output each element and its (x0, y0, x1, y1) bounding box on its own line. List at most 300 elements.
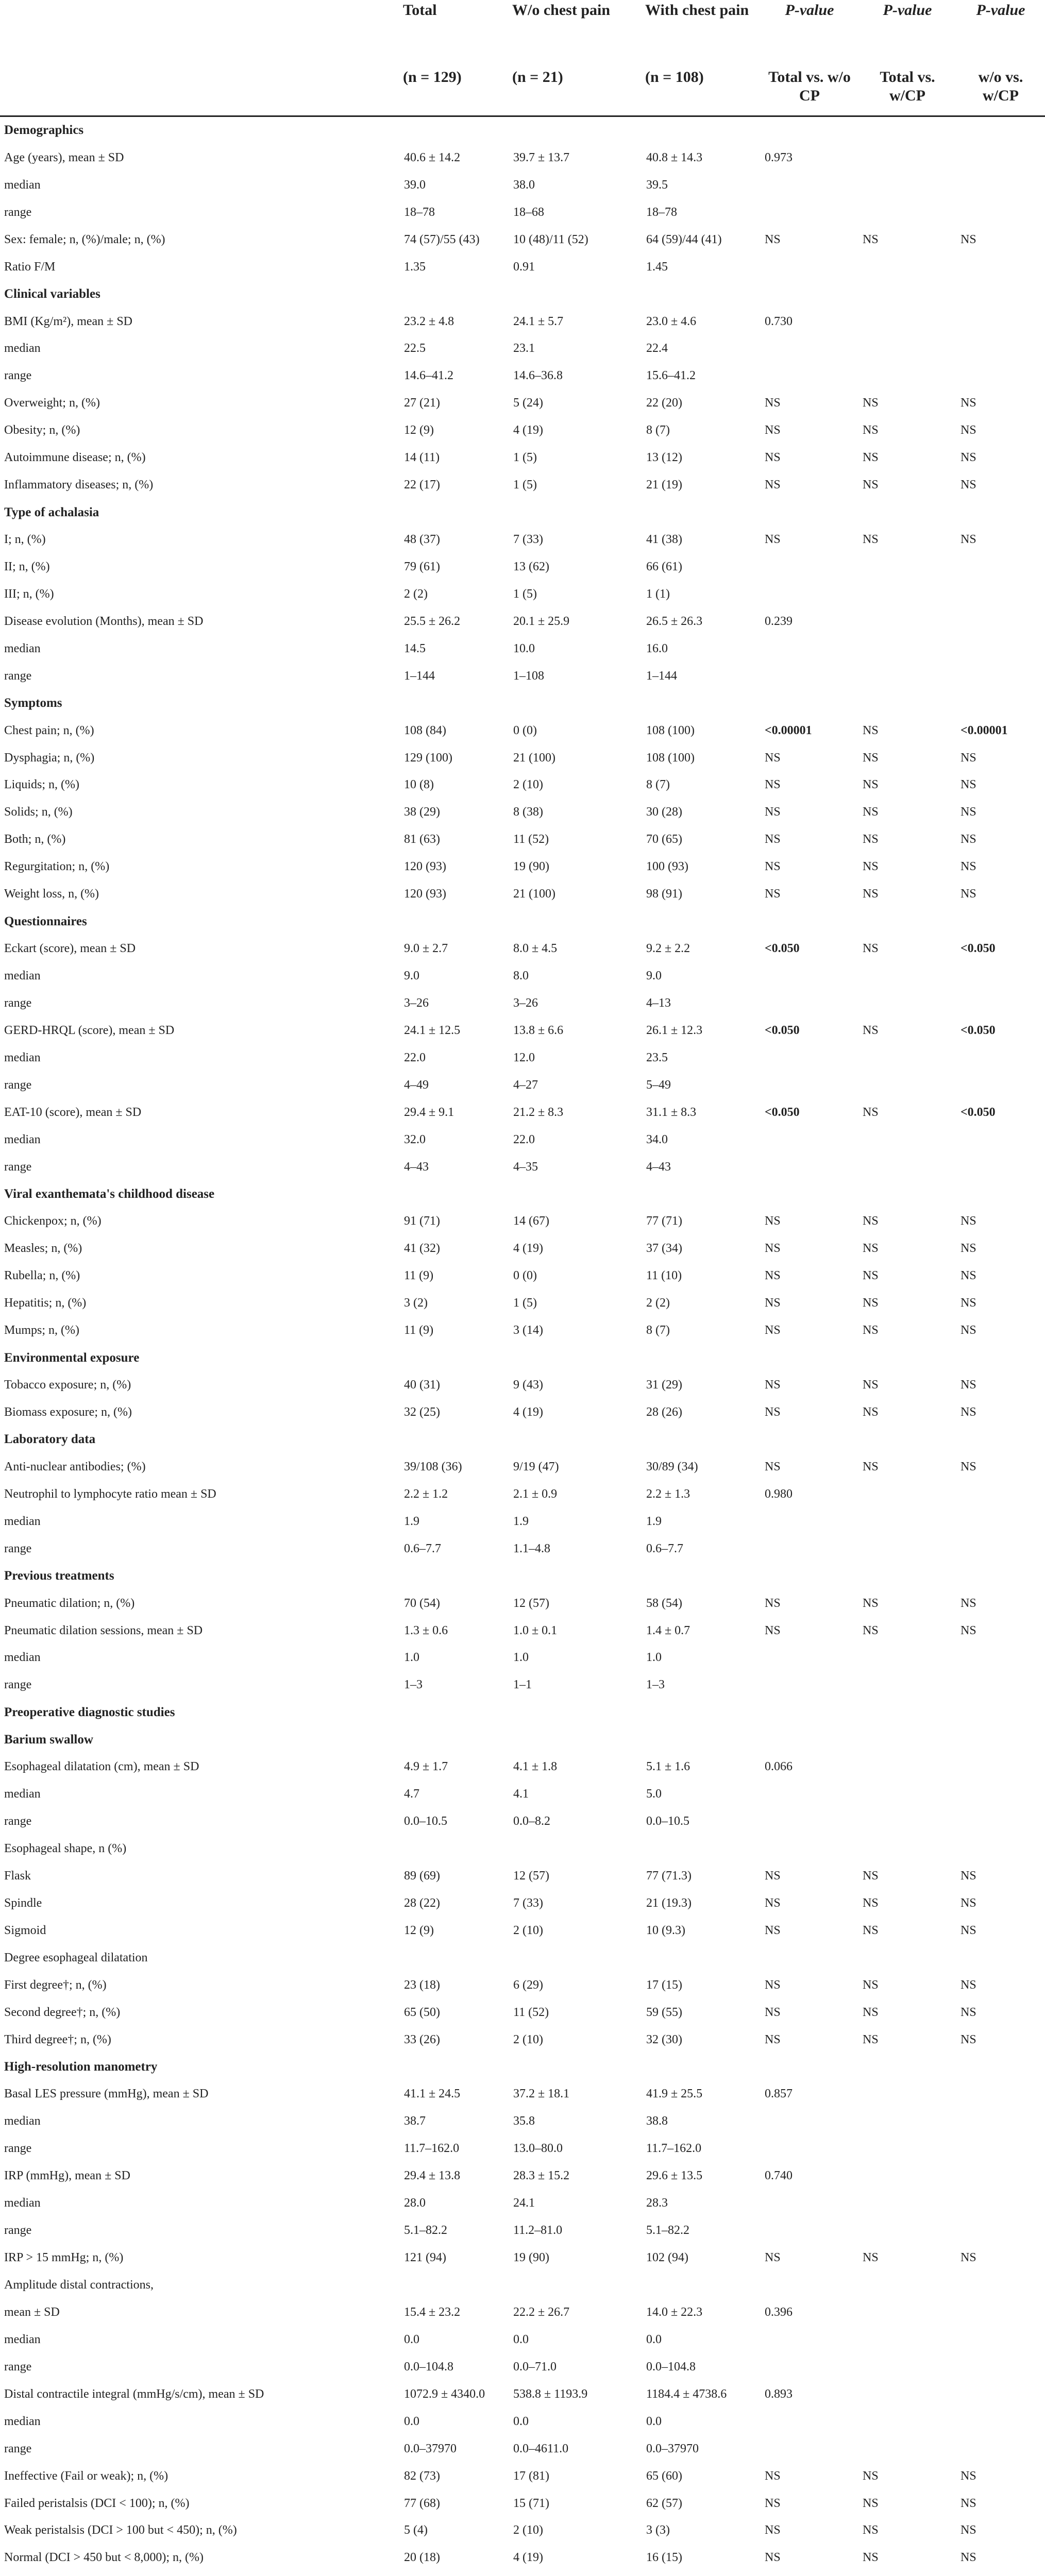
total-cell: 121 (94) (404, 2251, 446, 2265)
total-cell: 2.2 ± 1.2 (404, 1487, 448, 1501)
total-cell: 120 (93) (404, 887, 446, 901)
table-row (0, 2108, 1045, 2135)
pvalue-total-vs-wo-cell (761, 1835, 858, 1862)
table-row (0, 1290, 1045, 1317)
with-cp-cell: 5.1 ± 1.6 (646, 1760, 690, 1774)
pvalue-wo-vs-w-cell: NS (960, 1405, 976, 1419)
pvalue-wo-vs-w-cell: <0.050 (960, 942, 996, 956)
table-row (0, 935, 1045, 962)
with-cp-cell: 21 (19) (646, 478, 682, 492)
pvalue-total-vs-wo-cell (761, 1781, 858, 1808)
variable-cell: range (4, 2442, 32, 2455)
pvalue-total-vs-wo-cell (761, 199, 858, 226)
pvalue-total-vs-wo-cell: NS (765, 2523, 781, 2537)
pvalue-wo-vs-w-cell (956, 635, 1045, 663)
without-cp-cell: 7 (33) (513, 1896, 543, 1910)
pvalue-wo-vs-w-cell (956, 2408, 1045, 2435)
pvalue-wo-vs-w-cell: NS (960, 2005, 976, 2019)
with-cp-cell: 26.5 ± 26.3 (646, 614, 703, 628)
pvalue-total-vs-w-cell (858, 2108, 956, 2135)
variable-cell: Chickenpox; n, (%) (4, 1214, 102, 1228)
variable-cell: Mumps; n, (%) (4, 1324, 79, 1337)
table-row (0, 553, 1045, 581)
with-cp-cell: 1.45 (646, 260, 668, 274)
table-row (0, 226, 1045, 253)
total-cell: 38.7 (404, 2114, 426, 2128)
pvalue-total-vs-w-cell: NS (863, 1405, 879, 1419)
pvalue-total-vs-w-cell (858, 2190, 956, 2217)
without-cp-cell: 28.3 ± 15.2 (513, 2169, 570, 2183)
with-cp-cell: 10 (9.3) (646, 1923, 685, 1937)
table-row (0, 2299, 1045, 2326)
variable-cell: median (4, 2332, 41, 2346)
table-row (0, 335, 1045, 363)
without-cp-cell: 17 (81) (513, 2469, 549, 2483)
pvalue-wo-vs-w-cell (956, 2571, 1045, 2576)
pvalue-total-vs-wo-cell: NS (765, 1324, 781, 1337)
variable-cell: Sex: female; n, (%)/male; n, (%) (4, 232, 165, 246)
with-cp-cell: 1.9 (646, 1514, 662, 1528)
total-cell (400, 2571, 509, 2576)
header-row-labels (0, 0, 1045, 63)
variable-cell: Overweight; n, (%) (4, 396, 100, 410)
total-cell: 32.0 (404, 1132, 426, 1146)
table-header (0, 0, 1045, 116)
table-row (0, 880, 1045, 908)
total-cell: 0.0 (404, 2414, 419, 2428)
total-cell: 82 (73) (404, 2469, 440, 2483)
total-cell: 15.4 ± 23.2 (404, 2305, 461, 2319)
table-row (0, 772, 1045, 799)
without-cp-cell: 21.2 ± 8.3 (513, 1105, 564, 1119)
pvalue-wo-vs-w-cell (956, 990, 1045, 1017)
pvalue-wo-vs-w-cell (956, 1835, 1045, 1862)
with-cp-cell: 100 (93) (646, 860, 688, 874)
total-cell: 0.0–10.5 (404, 1815, 447, 1828)
variable-cell: median (4, 1514, 41, 1528)
pvalue-total-vs-wo-cell: <0.050 (765, 1105, 800, 1119)
pvalue-total-vs-w-cell: NS (863, 751, 879, 765)
pvalue-total-vs-wo-cell (761, 1535, 858, 1563)
total-cell: 3 (2) (404, 1296, 428, 1310)
section-header-row (0, 1181, 1045, 1208)
pvalue-total-vs-wo-cell: 0.740 (765, 2169, 793, 2183)
table-row (0, 526, 1045, 553)
pvalue-wo-vs-w-cell: NS (960, 1214, 976, 1228)
pvalue-wo-vs-w-cell (956, 962, 1045, 990)
without-cp-cell: 12.0 (513, 1050, 535, 1064)
pvalue-total-vs-wo-cell: NS (765, 396, 781, 410)
pvalue-total-vs-w-cell: NS (863, 1214, 879, 1228)
table-row (0, 1235, 1045, 1262)
pvalue-wo-vs-w-cell: NS (960, 805, 976, 819)
pvalue-total-vs-wo-cell (761, 2326, 858, 2353)
variable-cell: II; n, (%) (4, 560, 50, 573)
without-cp-cell: 14.6–36.8 (513, 369, 563, 383)
table-row (0, 2081, 1045, 2108)
without-cp-cell: 4 (19) (513, 1405, 543, 1419)
pvalue-wo-vs-w-cell (956, 2381, 1045, 2408)
pvalue-total-vs-wo-cell (761, 962, 858, 990)
table-row (0, 362, 1045, 389)
with-cp-cell: 8 (7) (646, 778, 670, 792)
pvalue-total-vs-w-cell (858, 663, 956, 690)
without-cp-cell: 11.2–81.0 (513, 2224, 563, 2238)
with-cp-cell: 108 (100) (646, 723, 695, 737)
table-row (0, 144, 1045, 172)
with-cp-cell: 17 (15) (646, 1978, 682, 1992)
variable-cell: median (4, 969, 41, 983)
total-cell: 77 (68) (404, 2496, 440, 2510)
table-row (0, 1590, 1045, 1617)
pvalue-wo-vs-w-cell (956, 2162, 1045, 2190)
variable-cell: median (4, 2114, 41, 2128)
variable-cell: Flask (4, 1869, 31, 1883)
variable-cell: Solids; n, (%) (4, 805, 73, 819)
without-cp-cell: 4.1 ± 1.8 (513, 1760, 558, 1774)
without-cp-cell: 12 (57) (513, 1596, 549, 1610)
pvalue-total-vs-w-cell: NS (863, 833, 879, 846)
without-cp-cell: 1.0 ± 0.1 (513, 1623, 558, 1637)
without-cp-cell: 13 (62) (513, 560, 549, 573)
variable-cell: Pneumatic dilation sessions, mean ± SD (4, 1623, 203, 1637)
with-cp-cell: 4–43 (646, 1160, 671, 1174)
pvalue-wo-vs-w-cell (956, 1808, 1045, 1835)
variable-cell: Ratio F/M (4, 260, 56, 274)
pvalue-total-vs-wo-cell: NS (765, 1460, 781, 1473)
section-header-row (0, 1699, 1045, 1726)
pvalue-total-vs-wo-cell: 0.893 (765, 2387, 793, 2401)
variable-cell: Basal LES pressure (mmHg), mean ± SD (4, 2087, 209, 2101)
variable-cell: Both; n, (%) (4, 833, 66, 846)
total-cell: 14.6–41.2 (404, 369, 453, 383)
pvalue-total-vs-w-cell: NS (863, 1623, 879, 1637)
pvalue-wo-vs-w-cell (956, 1126, 1045, 1154)
without-cp-cell: 4 (19) (513, 2551, 543, 2565)
variable-cell: Failed peristalsis (DCI < 100); n, (%) (4, 2496, 190, 2510)
table-row (0, 2026, 1045, 2054)
table-row (0, 1835, 1045, 1862)
pvalue-wo-vs-w-cell: NS (960, 1978, 976, 1992)
pvalue-total-vs-wo-cell (761, 635, 858, 663)
variable-cell: Rubella; n, (%) (4, 1269, 80, 1283)
pvalue-total-vs-w-cell: NS (863, 1324, 879, 1337)
pvalue-wo-vs-w-cell: NS (960, 778, 976, 792)
without-cp-cell: 4–27 (513, 1078, 538, 1092)
pvalue-total-vs-w-cell (858, 335, 956, 363)
pvalue-total-vs-wo-cell: NS (765, 1596, 781, 1610)
with-cp-cell: 23.0 ± 4.6 (646, 314, 697, 328)
pvalue-wo-vs-w-cell: NS (960, 1242, 976, 1256)
table-row (0, 2162, 1045, 2190)
without-cp-cell: 38.0 (513, 178, 535, 192)
table-body (0, 116, 1045, 2576)
total-cell: 10 (8) (404, 778, 434, 792)
with-cp-cell: 0.0–37970 (646, 2442, 699, 2455)
variable-cell: range (4, 1078, 32, 1092)
section-title: Previous treatments (4, 1569, 114, 1583)
table-row (0, 1072, 1045, 1099)
without-cp-cell: 9/19 (47) (513, 1460, 559, 1473)
without-cp-cell: 0 (0) (513, 1269, 537, 1283)
without-cp-cell: 0.0–8.2 (513, 1815, 550, 1828)
pvalue-total-vs-wo-cell (761, 335, 858, 363)
table-row (0, 1208, 1045, 1235)
pvalue-total-vs-w-cell: NS (863, 887, 879, 901)
without-cp-cell: 0.91 (513, 260, 535, 274)
variable-cell: range (4, 1815, 32, 1828)
variable-cell: IRP (mmHg), mean ± SD (4, 2169, 130, 2183)
pvalue-total-vs-wo-cell: 0.730 (765, 314, 793, 328)
variable-cell: range (4, 1678, 32, 1692)
table-row (0, 1617, 1045, 1645)
pvalue-wo-vs-w-cell (956, 1781, 1045, 1808)
variable-cell: Amplitude distal contractions, (4, 2278, 154, 2292)
with-cp-cell: 22 (20) (646, 396, 682, 410)
with-cp-cell: 22.4 (646, 342, 668, 355)
total-cell: 91 (71) (404, 1214, 440, 1228)
table-row (0, 1017, 1045, 1044)
pvalue-wo-vs-w-cell (956, 335, 1045, 363)
without-cp-cell: 0.0 (513, 2414, 529, 2428)
pvalue-total-vs-wo-cell: <0.00001 (765, 723, 812, 737)
section-title: Symptoms (4, 696, 62, 710)
with-cp-cell: 1.0 (646, 1651, 662, 1665)
with-cp-cell: 32 (30) (646, 2032, 682, 2046)
section-header-row (0, 690, 1045, 717)
pvalue-wo-vs-w-cell: NS (960, 2496, 976, 2510)
pvalue-total-vs-w-cell: NS (863, 1378, 879, 1392)
table-row (0, 2217, 1045, 2244)
pvalue-total-vs-wo-cell (761, 1671, 858, 1699)
with-cp-cell: 4–13 (646, 996, 671, 1010)
variable-cell: Weight loss, n, (%) (4, 887, 99, 901)
total-cell (400, 1835, 509, 1862)
pvalue-total-vs-w-cell: NS (863, 2496, 879, 2510)
table-row (0, 1154, 1045, 1181)
variable-cell: Esophageal shape, n (%) (4, 1842, 127, 1856)
without-cp-cell: 8.0 ± 4.5 (513, 942, 558, 956)
pvalue-total-vs-wo-cell (761, 2217, 858, 2244)
with-cp-cell: 11 (10) (646, 1269, 682, 1283)
with-cp-cell: 2.2 ± 1.3 (646, 1487, 690, 1501)
pvalue-total-vs-w-cell (858, 2135, 956, 2162)
total-cell: 4–43 (404, 1160, 429, 1174)
pvalue-wo-vs-w-cell (956, 308, 1045, 335)
variable-cell: Age (years), mean ± SD (4, 150, 124, 164)
table-row (0, 1808, 1045, 1835)
without-cp-cell: 5 (24) (513, 396, 543, 410)
total-cell: 9.0 (404, 969, 419, 983)
total-cell: 18–78 (404, 205, 435, 219)
pvalue-wo-vs-w-cell (956, 2217, 1045, 2244)
total-cell: 4.7 (404, 1787, 419, 1801)
variable-cell: range (4, 1541, 32, 1555)
table-row (0, 1399, 1045, 1426)
with-cp-cell: 8 (7) (646, 423, 670, 437)
pvalue-total-vs-w-cell: NS (863, 723, 879, 737)
without-cp-cell: 13.0–80.0 (513, 2142, 563, 2156)
with-cp-cell: 30 (28) (646, 805, 682, 819)
pvalue-total-vs-w-cell (858, 2435, 956, 2463)
table-row (0, 1535, 1045, 1563)
variable-cell: mean ± SD (4, 2305, 60, 2319)
total-cell: 40.6 ± 14.2 (404, 150, 461, 164)
table-row (0, 2244, 1045, 2272)
pvalue-total-vs-w-cell: NS (863, 1242, 879, 1256)
pvalue-total-vs-w-cell: NS (863, 1296, 879, 1310)
header-pvalue-3: P-value (976, 2, 1025, 19)
pvalue-wo-vs-w-cell: <0.00001 (960, 723, 1008, 737)
without-cp-cell: 13.8 ± 6.6 (513, 1023, 564, 1037)
variable-cell: Liquids; n, (%) (4, 778, 79, 792)
section-title: Clinical variables (4, 287, 100, 301)
without-cp-cell: 0.0–4611.0 (513, 2442, 569, 2455)
pvalue-total-vs-w-cell (858, 1126, 956, 1154)
total-cell: 14.5 (404, 641, 426, 655)
pvalue-wo-vs-w-cell (956, 663, 1045, 690)
pvalue-total-vs-w-cell (858, 990, 956, 1017)
subsection-header-row (0, 1726, 1045, 1753)
pvalue-total-vs-w-cell: NS (863, 860, 879, 874)
total-cell: 2 (2) (404, 587, 428, 601)
total-cell: 14 (11) (404, 451, 440, 465)
total-cell: 5.1–82.2 (404, 2224, 447, 2238)
total-cell: 1072.9 ± 4340.0 (404, 2387, 485, 2401)
pvalue-total-vs-w-cell: NS (863, 2005, 879, 2019)
total-cell: 120 (93) (404, 860, 446, 874)
pvalue-wo-vs-w-cell: NS (960, 2469, 976, 2483)
without-cp-cell (509, 1944, 642, 1972)
with-cp-cell: 37 (34) (646, 1242, 682, 1256)
pvalue-wo-vs-w-cell (956, 1753, 1045, 1781)
pvalue-total-vs-wo-cell (761, 1645, 858, 1672)
pvalue-total-vs-w-cell: NS (863, 2251, 879, 2265)
pvalue-wo-vs-w-cell: NS (960, 860, 976, 874)
header-pvalue-2: P-value (883, 2, 932, 19)
with-cp-cell (642, 2272, 761, 2299)
pvalue-total-vs-wo-cell: 0.239 (765, 614, 793, 628)
total-cell: 12 (9) (404, 1923, 434, 1937)
section-header-row (0, 908, 1045, 935)
pvalue-total-vs-wo-cell: NS (765, 1896, 781, 1910)
pvalue-total-vs-wo-cell (761, 1126, 858, 1154)
table-row (0, 308, 1045, 335)
pvalue-wo-vs-w-cell: <0.050 (960, 1023, 996, 1037)
pvalue-total-vs-w-cell: NS (863, 1023, 879, 1037)
variable-cell: range (4, 205, 32, 219)
pvalue-wo-vs-w-cell: NS (960, 232, 976, 246)
pvalue-total-vs-wo-cell: 0.396 (765, 2305, 793, 2319)
pvalue-total-vs-wo-cell (761, 1808, 858, 1835)
pvalue-total-vs-wo-cell (761, 2190, 858, 2217)
table-row (0, 1481, 1045, 1508)
pvalue-total-vs-wo-cell: NS (765, 451, 781, 465)
pvalue-total-vs-wo-cell (761, 253, 858, 281)
table-row (0, 253, 1045, 281)
pvalue-total-vs-wo-cell (761, 1508, 858, 1535)
without-cp-cell: 2 (10) (513, 1923, 543, 1937)
section-header-row (0, 281, 1045, 308)
with-cp-cell: 34.0 (646, 1132, 668, 1146)
pvalue-wo-vs-w-cell (956, 362, 1045, 389)
pvalue-total-vs-w-cell (858, 1044, 956, 1072)
header-compare-wo-vs-w: w/o vs. w/CP (956, 63, 1045, 116)
pvalue-total-vs-w-cell (858, 144, 956, 172)
table-row (0, 2353, 1045, 2381)
with-cp-cell: 1184.4 ± 4738.6 (646, 2387, 727, 2401)
section-header-row (0, 1344, 1045, 1371)
total-cell: 0.0–37970 (404, 2442, 457, 2455)
pvalue-wo-vs-w-cell (956, 1154, 1045, 1181)
with-cp-cell: 9.2 ± 2.2 (646, 942, 690, 956)
table-row (0, 444, 1045, 471)
table-row (0, 389, 1045, 417)
total-cell: 11 (9) (404, 1269, 434, 1283)
pvalue-wo-vs-w-cell (956, 2190, 1045, 2217)
pvalue-wo-vs-w-cell (956, 1072, 1045, 1099)
with-cp-cell: 5–49 (646, 1078, 671, 1092)
total-cell: 4.9 ± 1.7 (404, 1760, 448, 1774)
without-cp-cell: 22.2 ± 26.7 (513, 2305, 570, 2319)
without-cp-cell: 3 (14) (513, 1324, 543, 1337)
table-row (0, 2490, 1045, 2517)
without-cp-cell: 21 (100) (513, 751, 555, 765)
total-cell: 65 (50) (404, 2005, 440, 2019)
header-row-groups (0, 63, 1045, 116)
pvalue-total-vs-wo-cell (761, 553, 858, 581)
pvalue-wo-vs-w-cell (956, 2081, 1045, 2108)
pvalue-total-vs-w-cell (858, 2571, 956, 2576)
total-cell: 28 (22) (404, 1896, 440, 1910)
variable-cell: median (4, 178, 41, 192)
total-cell: 25.5 ± 26.2 (404, 614, 461, 628)
with-cp-cell: 5.1–82.2 (646, 2224, 689, 2238)
pvalue-wo-vs-w-cell (956, 253, 1045, 281)
with-cp-cell (642, 2571, 761, 2576)
pvalue-total-vs-w-cell (858, 2408, 956, 2435)
without-cp-cell: 4 (19) (513, 423, 543, 437)
variable-cell: range (4, 996, 32, 1010)
without-cp-cell: 35.8 (513, 2114, 535, 2128)
pvalue-total-vs-w-cell (858, 362, 956, 389)
with-cp-cell (642, 1835, 761, 1862)
without-cp-cell: 15 (71) (513, 2496, 549, 2510)
table-row (0, 2517, 1045, 2545)
total-cell: 22.0 (404, 1050, 426, 1064)
pvalue-wo-vs-w-cell: NS (960, 451, 976, 465)
variable-cell: EAT-10 (score), mean ± SD (4, 1105, 142, 1119)
pvalue-total-vs-w-cell (858, 199, 956, 226)
with-cp-cell: 39.5 (646, 178, 668, 192)
variable-cell: Chest pain; n, (%) (4, 723, 94, 737)
section-title: Demographics (4, 123, 84, 138)
pvalue-total-vs-w-cell (858, 1781, 956, 1808)
pvalue-total-vs-w-cell: NS (863, 1978, 879, 1992)
pvalue-total-vs-w-cell (858, 1835, 956, 1862)
subsection-title: High-resolution manometry (4, 2060, 158, 2074)
section-header-row (0, 1563, 1045, 1590)
variable-cell: Third degree†; n, (%) (4, 2032, 111, 2046)
pvalue-wo-vs-w-cell: NS (960, 396, 976, 410)
with-cp-cell: 0.0 (646, 2332, 662, 2346)
pvalue-total-vs-wo-cell: NS (765, 778, 781, 792)
table-row (0, 2544, 1045, 2571)
without-cp-cell: 1 (5) (513, 587, 537, 601)
pvalue-total-vs-wo-cell: NS (765, 1923, 781, 1937)
with-cp-cell: 64 (59)/44 (41) (646, 232, 722, 246)
pvalue-total-vs-w-cell: NS (863, 1896, 879, 1910)
